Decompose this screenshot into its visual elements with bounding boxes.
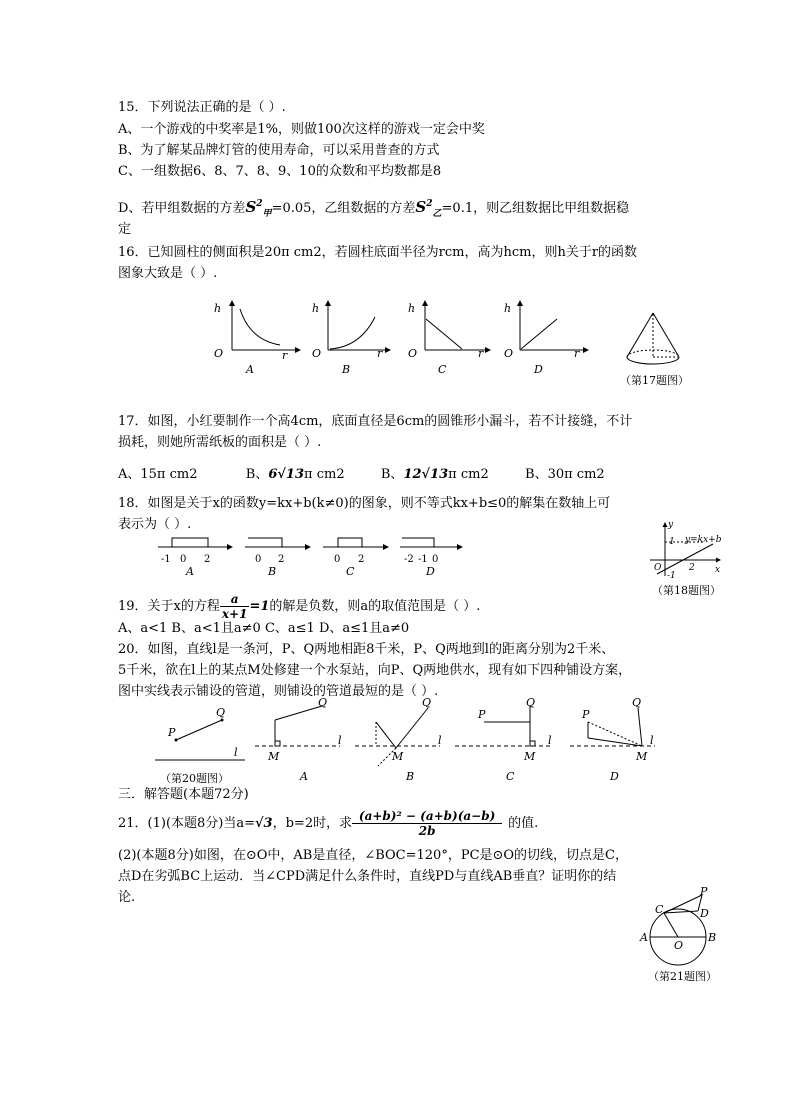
line-l: l (548, 734, 552, 747)
line-l: l (234, 746, 238, 759)
point-p: P (478, 708, 486, 721)
origin-label: O (214, 347, 224, 360)
q15-stem: 15．下列说法正确的是（ ）. (118, 100, 286, 115)
tick-label: -2 (404, 554, 414, 565)
q20-caption: （第20题图） (160, 772, 229, 785)
q17-options (118, 466, 605, 484)
q20-line3: 图中实线表示铺设的管道，则铺设的管道最短的是（ ）. (118, 684, 439, 699)
tick-label: 0 (334, 554, 341, 565)
fig-point-p: P (700, 885, 708, 898)
q15-option-b: B、为了解某品牌灯管的使用寿命，可以采用普查的方式 (118, 143, 440, 158)
numline-label-a: A (186, 565, 194, 578)
q19-post: 的解是负数，则a的取值范围是（ ）. (269, 599, 481, 614)
numline-label-c: C (346, 565, 355, 578)
tick-label: 2 (358, 554, 365, 565)
q19-line (118, 590, 480, 624)
graph-label-d: D (534, 363, 543, 376)
q20-option-a (255, 696, 342, 783)
axis-h-label: h (312, 302, 320, 315)
q17-option-c: B、12√13π cm2 (380, 467, 489, 482)
axis-h-label: h (408, 302, 416, 315)
option-label-c: C (506, 770, 515, 783)
q15-option-c: C、一组数据6、8、7、8、9、10的众数和平均数都是8 (118, 164, 442, 179)
q21-circle-figure (638, 885, 723, 965)
tick-label: 0 (180, 554, 187, 565)
line-l: l (438, 734, 442, 747)
axis-r-label: r (478, 347, 484, 360)
q21-caption: （第21题图） (648, 970, 717, 983)
tick-label: 0 (432, 554, 439, 565)
origin-label: O (312, 347, 322, 360)
variance-symbol-2: $S^2_乙$ (415, 198, 442, 219)
q17-caption: （第17题图） (620, 374, 689, 387)
axis-r-label: r (377, 347, 383, 360)
q20-line2: 5千米，欲在l上的某点M处修建一个水泵站，向P、Q两地供水，现有如下四种铺设方案， (118, 663, 632, 678)
graph-label-b: B (342, 363, 351, 376)
q15-d-post: =0.1，则乙组数据比甲组数据稳 (441, 201, 630, 216)
point-m: M (636, 750, 648, 763)
q15-option-a: A、一个游戏的中奖率是1%，则做100次这样的游戏一定会中奖 (118, 122, 485, 137)
fig-point-d: D (700, 907, 709, 920)
q17-option-b: B、6√13π cm2 (245, 467, 345, 482)
q19-fraction: $\frac{a}{x+1}$ (221, 592, 248, 621)
graph-x-label: x (715, 565, 721, 575)
q21-part1 (118, 806, 538, 842)
numline-label-d: D (426, 565, 435, 578)
point-q: Q (422, 696, 432, 709)
q21-part2-line1: (2)(本题8分)如图，在⊙O中，AB是直径，∠BOC=120°，PC是⊙O的切线，切点是C， (118, 848, 629, 863)
graph-a (214, 301, 300, 376)
point-p: P (582, 708, 590, 721)
tick-label: 2 (204, 554, 211, 565)
q15-d-text: D、若甲组数据的方差 (118, 201, 246, 216)
axis-h-label: h (504, 302, 512, 315)
graph-label-c: C (438, 363, 447, 376)
point-q: Q (216, 706, 226, 719)
q21-fraction: $\frac{\text{(a+b)² − (a+b)(a−b)}}{2b}$ (352, 809, 502, 838)
section3-heading: 三．解答题(本题72分) (118, 787, 249, 802)
axis-h-label: h (214, 302, 222, 315)
graph-y-label: y (668, 520, 674, 530)
graph-tick-neg1: -1 (667, 571, 676, 581)
point-m: M (392, 750, 404, 763)
q16-line2: 图象大致是（ ）. (118, 266, 218, 281)
q19-pre: 19．关于x的方程 (118, 599, 220, 614)
q20-line1: 20．如图，直线l是一条河，P、Q两地相距8千米，P、Q两地到l的距离分别为2千米、 (118, 642, 615, 657)
q15-d-mid: =0.05，乙组数据的方差 (271, 201, 416, 216)
tick-label: -1 (418, 554, 428, 565)
point-m: M (524, 750, 536, 763)
option-label-d: D (610, 770, 619, 783)
q17-option-a: A、15π cm2 (118, 467, 198, 482)
q21-part2-line3: 论. (118, 890, 136, 905)
graph-equation: y=kx+b (685, 535, 722, 545)
q20-option-c (455, 696, 552, 783)
point-p: P (168, 726, 176, 739)
sqrt3: √3 (255, 816, 273, 831)
q17-option-d: B、30π cm2 (525, 467, 605, 482)
q18-line1: 18．如图是关于x的函数y=kx+b(k≠0)的图象，则不等式kx+b≤0的解集在数轴上可 (118, 496, 611, 511)
fig-point-b: B (708, 931, 717, 944)
axis-r-label: r (282, 349, 288, 362)
q18-number-lines (150, 530, 480, 580)
fig-point-o: O (674, 939, 684, 952)
tick-label: -1 (161, 554, 171, 565)
q15-option-d-cont: 定 (118, 222, 132, 237)
q17-line1: 17．如图，小红要制作一个高4cm，底面直径是6cm的圆锥形小漏斗，若不计接缝，不计 (118, 414, 633, 429)
q20-option-d (570, 696, 655, 783)
axis-r-label: r (574, 347, 580, 360)
tick-label: 0 (255, 554, 262, 565)
point-q: Q (632, 696, 642, 709)
line-l: l (650, 734, 654, 747)
q21-p1-pre: 21．(1)(本题8分)当a= (118, 816, 256, 831)
line-l: l (338, 734, 342, 747)
graph-c (408, 301, 490, 376)
origin-label: O (408, 347, 418, 360)
q21-part2-line2: 点D在劣弧BC上运动．当∠CPD满足什么条件时，直线PD与直线AB垂直？证明你的结 (118, 869, 617, 884)
point-q: Q (318, 696, 328, 709)
numline-label-b: B (268, 565, 277, 578)
variance-symbol-1: $S^2_甲$ (245, 198, 272, 219)
option-label-b: B (406, 770, 415, 783)
q17-line2: 损耗，则她所需纸板的面积是（ ）. (118, 435, 322, 450)
q18-caption: （第18题图） (652, 584, 721, 597)
option-label-a: A (300, 770, 308, 783)
q16-line1: 16．已知圆柱的侧面积是20π cm2，若圆柱底面半径为rcm，高为hcm，则h关于r的函数 (118, 245, 638, 260)
cone-figure (620, 310, 690, 370)
graph-tick-1: 1 (669, 537, 675, 547)
graph-tick-2: 2 (689, 563, 695, 573)
graph-b (312, 301, 390, 376)
fig-point-c: C (655, 903, 664, 916)
fig-point-a: A (640, 931, 648, 944)
tick-label: 2 (278, 554, 285, 565)
q19-eq: =1 (249, 599, 270, 614)
q16-graphs (200, 295, 600, 385)
q19-options: A、a<1 B、a<1且a≠0 C、a≤1 D、a≤1且a≠0 (118, 621, 410, 636)
q20-main-figure (155, 706, 245, 760)
q20-option-b (355, 696, 442, 783)
graph-origin: O (654, 563, 662, 573)
graph-d (504, 301, 588, 376)
q18-line2: 表示为（ ）. (118, 517, 192, 532)
point-q: Q (526, 696, 536, 709)
q21-p1-mid: ，b=2时，求 (272, 816, 353, 831)
q21-p1-post: 的值. (508, 816, 539, 831)
q15-option-d (118, 195, 629, 223)
q18-linear-graph (645, 518, 755, 580)
origin-label: O (504, 347, 514, 360)
point-m: M (268, 750, 280, 763)
graph-label-a: A (246, 363, 254, 376)
